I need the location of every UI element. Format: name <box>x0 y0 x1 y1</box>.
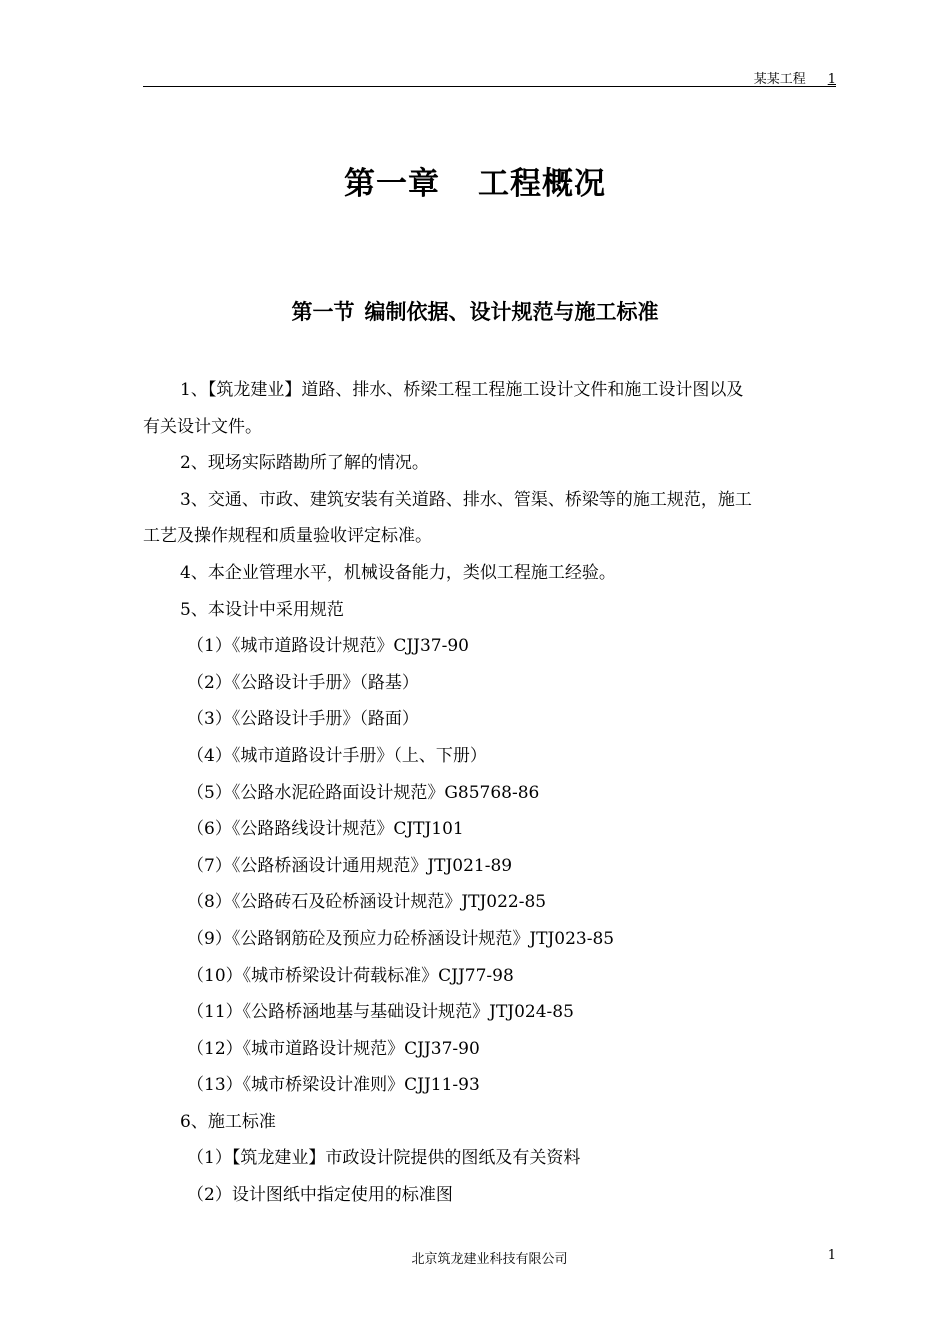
section-title: 编制依据、设计规范与施工标准 <box>364 300 659 324</box>
paragraph-5: 5、本设计中采用规范 <box>180 599 344 620</box>
paragraph-3-line-2: 工艺及操作规程和质量验收评定标准。 <box>143 526 432 547</box>
footer-page-number: 1 <box>827 1248 836 1263</box>
spec-item: （5）《公路水泥砼路面设计规范》G85768-86 <box>187 782 540 803</box>
header-page-number: 1 <box>827 72 836 87</box>
section-number: 第一节 <box>291 300 355 324</box>
spec-item: （12）《城市道路设计规范》CJJ37-90 <box>187 1038 480 1059</box>
standard-item: （1）【筑龙建业】市政设计院提供的图纸及有关资料 <box>187 1148 581 1169</box>
paragraph-6: 6、施工标准 <box>180 1111 276 1132</box>
chapter-heading <box>0 158 950 203</box>
spec-item: （11）《公路桥涵地基与基础设计规范》JTJ024-85 <box>187 1002 574 1023</box>
page-header <box>143 68 836 87</box>
spec-item: （3）《公路设计手册》（路面） <box>187 709 419 730</box>
header-title: 某某工程 <box>753 72 806 87</box>
standard-item: （2）设计图纸中指定使用的标准图 <box>187 1185 453 1206</box>
paragraph-2: 2、现场实际踏勘所了解的情况。 <box>180 453 429 474</box>
paragraph-1-line-2: 有关设计文件。 <box>143 416 262 437</box>
spec-item: （6）《公路路线设计规范》CJTJ101 <box>187 819 464 840</box>
spec-item: （8）《公路砖石及砼桥涵设计规范》JTJ022-85 <box>187 892 547 913</box>
spec-item: （2）《公路设计手册》（路基） <box>187 672 419 693</box>
spec-item: （9）《公路钢筋砼及预应力砼桥涵设计规范》JTJ023-85 <box>187 928 615 949</box>
paragraph-4: 4、本企业管理水平，机械设备能力，类似工程施工经验。 <box>180 562 616 583</box>
paragraph-3-line-1: 3、交通、市政、建筑安装有关道路、排水、管渠、桥梁等的施工规范，施工 <box>180 489 752 510</box>
spec-item: （10）《城市桥梁设计荷载标准》CJJ77-98 <box>187 965 514 986</box>
document-body <box>143 372 836 1214</box>
spec-item: （4）《城市道路设计手册》（上、下册） <box>187 745 487 766</box>
paragraph-1-line-1: 1、【筑龙建业】道路、排水、桥梁工程工程施工设计文件和施工设计图以及 <box>180 380 744 400</box>
spec-item: （1）《城市道路设计规范》CJJ37-90 <box>187 636 469 657</box>
chapter-title: 工程概况 <box>478 166 606 202</box>
footer-company: 北京筑龙建业科技有限公司 <box>411 1252 568 1267</box>
spec-item: （7）《公路桥涵设计通用规范》JTJ021-89 <box>187 855 513 876</box>
spec-item: （13）《城市桥梁设计准则》CJJ11-93 <box>187 1075 480 1096</box>
section-heading <box>0 296 950 326</box>
chapter-number: 第一章 <box>344 166 440 202</box>
